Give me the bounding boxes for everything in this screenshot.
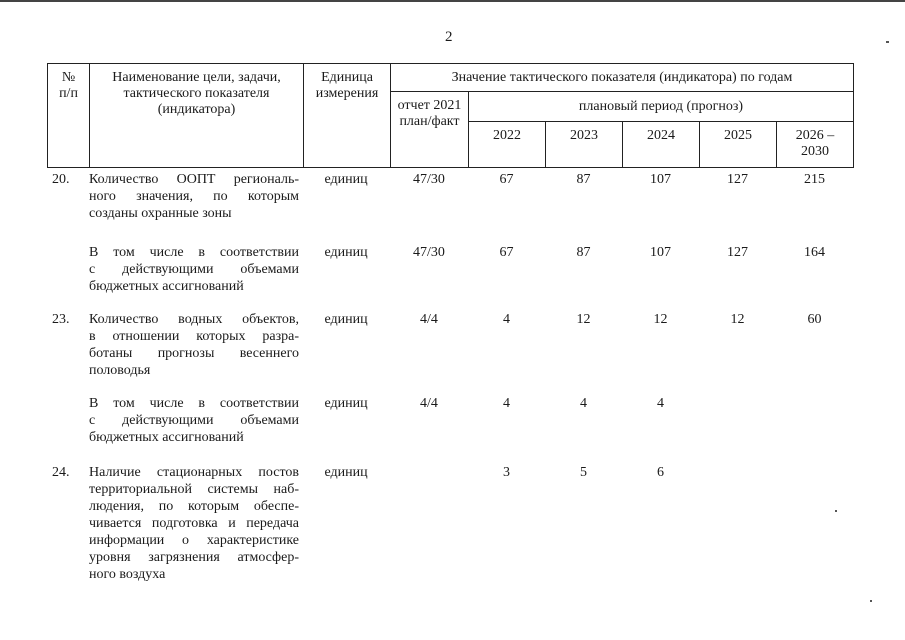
- value-cell: 4/4: [420, 312, 438, 327]
- value-cell: 127: [727, 245, 748, 260]
- indicator-name: В том числе в соответствии с действующими объемами бюджетных ассигнований: [89, 396, 299, 445]
- value-cell: 67: [499, 172, 514, 187]
- unit-cell: единиц: [324, 396, 368, 411]
- header-number: № п/п: [48, 64, 90, 168]
- unit-cell: единиц: [324, 312, 368, 327]
- unit-cell: единиц: [324, 245, 368, 260]
- value-cell: 3: [503, 465, 510, 480]
- scan-speck: [835, 510, 837, 512]
- value-cell: 5: [580, 465, 587, 480]
- value-cell: 4: [657, 396, 664, 411]
- value-cell: 87: [576, 172, 591, 187]
- unit-cell: единиц: [324, 172, 368, 187]
- header-unit: Единица измерения: [304, 64, 391, 168]
- value-cell: 12: [730, 312, 745, 327]
- value-cell: 12: [576, 312, 591, 327]
- value-cell: 47/30: [413, 172, 445, 187]
- indicator-name: Количество ООПТ региональ- ного значения, по которым созданы охранные зоны: [89, 172, 299, 221]
- header-values-group: Значение тактического показателя (индикатора) по годам: [391, 64, 854, 92]
- value-cell: 127: [727, 172, 748, 187]
- unit-cell: единиц: [324, 465, 368, 480]
- value-cell: 215: [804, 172, 825, 187]
- page-top-border: [0, 0, 905, 2]
- table-header: [47, 63, 854, 168]
- value-cell: 87: [576, 245, 591, 260]
- header-report-2021: отчет 2021 план/факт: [391, 92, 469, 168]
- value-cell: 12: [653, 312, 668, 327]
- value-cell: 4: [503, 312, 510, 327]
- value-cell: 4: [580, 396, 587, 411]
- row-number: 20.: [52, 172, 70, 187]
- header-year: 2023: [546, 122, 623, 168]
- header-name: Наименование цели, задачи, тактического показателя (индикатора): [90, 64, 304, 168]
- header-year: 2022: [469, 122, 546, 168]
- scan-speck: [870, 600, 872, 602]
- value-cell: 6: [657, 465, 664, 480]
- value-cell: 4: [503, 396, 510, 411]
- value-cell: 107: [650, 245, 671, 260]
- page-number: 2: [445, 29, 453, 45]
- row-number: 23.: [52, 312, 70, 327]
- value-cell: 47/30: [413, 245, 445, 260]
- row-number: 24.: [52, 465, 70, 480]
- indicator-name: В том числе в соответствии с действующими объемами бюджетных ассигнований: [89, 245, 299, 294]
- value-cell: 164: [804, 245, 825, 260]
- header-year: 2026 – 2030: [777, 122, 854, 168]
- header-planning-period: плановый период (прогноз): [469, 92, 854, 122]
- value-cell: 60: [807, 312, 822, 327]
- value-cell: 4/4: [420, 396, 438, 411]
- header-year: 2025: [700, 122, 777, 168]
- value-cell: 67: [499, 245, 514, 260]
- scan-speck: [886, 41, 889, 43]
- value-cell: 107: [650, 172, 671, 187]
- indicator-name: Количество водных объектов, в отношении которых разра- ботаны прогнозы весеннего половодья: [89, 312, 299, 378]
- header-year: 2024: [623, 122, 700, 168]
- indicator-name: Наличие стационарных постов территориальной системы наб- людения, по которым обеспе- чивается подготовка и передача информации о характеристике уровня загрязнения атмосфер- ного воздуха: [89, 465, 299, 582]
